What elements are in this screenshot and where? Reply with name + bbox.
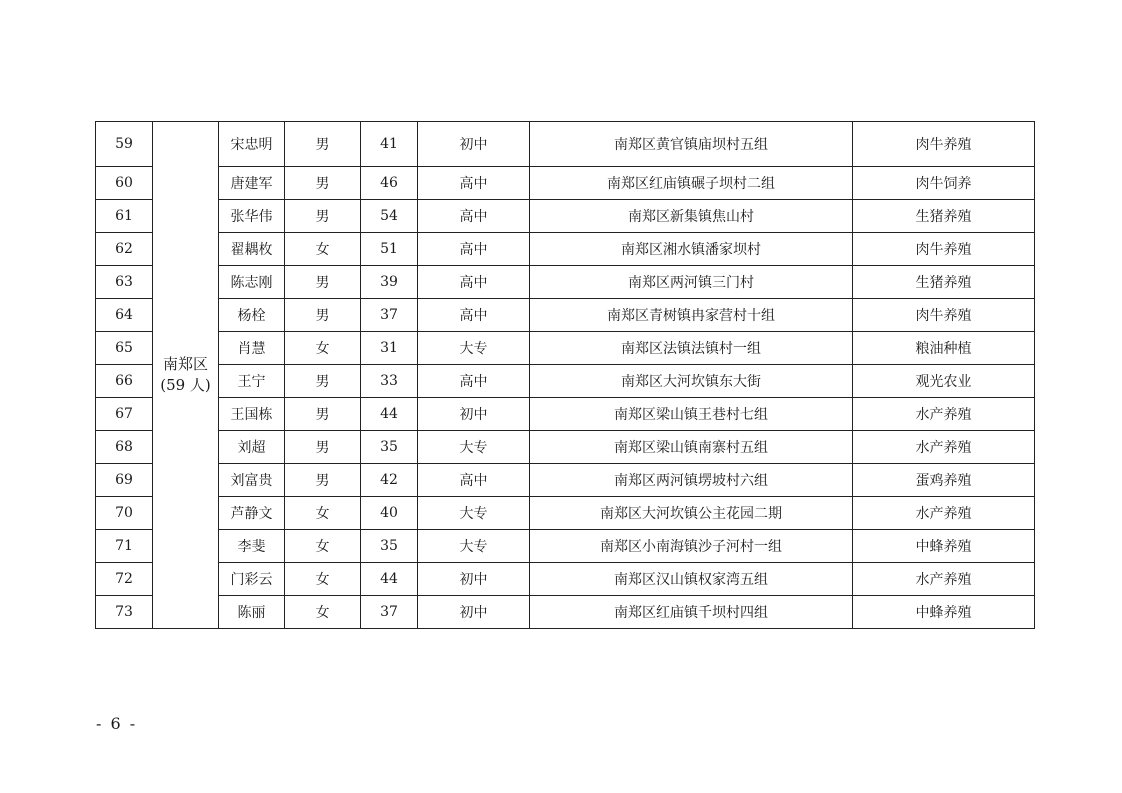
gender-cell: 男	[285, 431, 361, 464]
district-name: 南郑区	[162, 355, 208, 373]
table-row	[96, 464, 1035, 497]
age-cell: 39	[361, 266, 418, 299]
address-cell: 南郑区红庙镇碾子坝村二组	[530, 167, 853, 200]
table-row	[96, 122, 1035, 167]
row-number-cell: 72	[96, 563, 153, 596]
row-number-cell: 61	[96, 200, 153, 233]
gender-cell: 女	[285, 233, 361, 266]
person-name-cell: 张华伟	[219, 200, 285, 233]
gender-cell: 女	[285, 332, 361, 365]
roster-table	[95, 121, 1035, 629]
education-cell: 高中	[418, 464, 530, 497]
age-cell: 31	[361, 332, 418, 365]
row-number-cell: 62	[96, 233, 153, 266]
education-cell: 初中	[418, 122, 530, 167]
table-row	[96, 365, 1035, 398]
gender-cell: 女	[285, 497, 361, 530]
industry-cell: 生猪养殖	[853, 200, 1035, 233]
district-cell	[153, 122, 219, 629]
industry-cell: 中蜂养殖	[853, 530, 1035, 563]
address-cell: 南郑区湘水镇潘家坝村	[530, 233, 853, 266]
person-name-cell: 陈志刚	[219, 266, 285, 299]
education-cell: 初中	[418, 398, 530, 431]
person-name-cell: 门彩云	[219, 563, 285, 596]
age-cell: 35	[361, 431, 418, 464]
roster-body	[96, 122, 1035, 629]
address-cell: 南郑区两河镇三门村	[530, 266, 853, 299]
table-row	[96, 200, 1035, 233]
age-cell: 40	[361, 497, 418, 530]
gender-cell: 男	[285, 122, 361, 167]
address-cell: 南郑区青树镇冉家营村十组	[530, 299, 853, 332]
age-cell: 33	[361, 365, 418, 398]
education-cell: 高中	[418, 299, 530, 332]
row-number-cell: 66	[96, 365, 153, 398]
row-number-cell: 65	[96, 332, 153, 365]
table-row	[96, 266, 1035, 299]
address-cell: 南郑区大河坎镇公主花园二期	[530, 497, 853, 530]
address-cell: 南郑区两河镇塄坡村六组	[530, 464, 853, 497]
person-name-cell: 宋忠明	[219, 122, 285, 167]
education-cell: 大专	[418, 332, 530, 365]
industry-cell: 水产养殖	[853, 431, 1035, 464]
person-name-cell: 刘富贵	[219, 464, 285, 497]
age-cell: 35	[361, 530, 418, 563]
row-number-cell: 59	[96, 122, 153, 167]
gender-cell: 男	[285, 365, 361, 398]
person-name-cell: 杨栓	[219, 299, 285, 332]
age-cell: 44	[361, 398, 418, 431]
education-cell: 高中	[418, 365, 530, 398]
industry-cell: 水产养殖	[853, 497, 1035, 530]
row-number-cell: 63	[96, 266, 153, 299]
age-cell: 37	[361, 299, 418, 332]
gender-cell: 男	[285, 200, 361, 233]
education-cell: 初中	[418, 563, 530, 596]
address-cell: 南郑区法镇法镇村一组	[530, 332, 853, 365]
industry-cell: 肉牛养殖	[853, 233, 1035, 266]
education-cell: 大专	[418, 497, 530, 530]
page-number: - 6 -	[96, 714, 138, 733]
gender-cell: 女	[285, 563, 361, 596]
address-cell: 南郑区黄官镇庙坝村五组	[530, 122, 853, 167]
gender-cell: 女	[285, 530, 361, 563]
person-name-cell: 芦静文	[219, 497, 285, 530]
row-number-cell: 67	[96, 398, 153, 431]
row-number-cell: 64	[96, 299, 153, 332]
table-row	[96, 497, 1035, 530]
person-name-cell: 翟耦枚	[219, 233, 285, 266]
person-name-cell: 肖慧	[219, 332, 285, 365]
age-cell: 51	[361, 233, 418, 266]
industry-cell: 肉牛养殖	[853, 299, 1035, 332]
age-cell: 41	[361, 122, 418, 167]
education-cell: 高中	[418, 266, 530, 299]
industry-cell: 中蜂养殖	[853, 596, 1035, 629]
age-cell: 42	[361, 464, 418, 497]
table-row	[96, 431, 1035, 464]
industry-cell: 生猪养殖	[853, 266, 1035, 299]
education-cell: 大专	[418, 530, 530, 563]
person-name-cell: 陈丽	[219, 596, 285, 629]
row-number-cell: 69	[96, 464, 153, 497]
table-row	[96, 332, 1035, 365]
education-cell: 大专	[418, 431, 530, 464]
person-name-cell: 王国栋	[219, 398, 285, 431]
age-cell: 44	[361, 563, 418, 596]
row-number-cell: 73	[96, 596, 153, 629]
education-cell: 高中	[418, 200, 530, 233]
table-row	[96, 233, 1035, 266]
gender-cell: 女	[285, 596, 361, 629]
table-row	[96, 563, 1035, 596]
row-number-cell: 60	[96, 167, 153, 200]
age-cell: 46	[361, 167, 418, 200]
education-cell: 初中	[418, 596, 530, 629]
row-number-cell: 71	[96, 530, 153, 563]
address-cell: 南郑区梁山镇南寨村五组	[530, 431, 853, 464]
address-cell: 南郑区汉山镇权家湾五组	[530, 563, 853, 596]
address-cell: 南郑区大河坎镇东大街	[530, 365, 853, 398]
address-cell: 南郑区新集镇焦山村	[530, 200, 853, 233]
table-row	[96, 596, 1035, 629]
education-cell: 高中	[418, 167, 530, 200]
industry-cell: 水产养殖	[853, 398, 1035, 431]
row-number-cell: 70	[96, 497, 153, 530]
person-name-cell: 刘超	[219, 431, 285, 464]
person-name-cell: 王宁	[219, 365, 285, 398]
gender-cell: 男	[285, 464, 361, 497]
age-cell: 54	[361, 200, 418, 233]
education-cell: 高中	[418, 233, 530, 266]
industry-cell: 蛋鸡养殖	[853, 464, 1035, 497]
industry-cell: 水产养殖	[853, 563, 1035, 596]
industry-cell: 肉牛饲养	[853, 167, 1035, 200]
industry-cell: 肉牛养殖	[853, 122, 1035, 167]
industry-cell: 观光农业	[853, 365, 1035, 398]
table-row	[96, 167, 1035, 200]
address-cell: 南郑区红庙镇千坝村四组	[530, 596, 853, 629]
table-row	[96, 530, 1035, 563]
gender-cell: 男	[285, 266, 361, 299]
table-row	[96, 299, 1035, 332]
gender-cell: 男	[285, 299, 361, 332]
address-cell: 南郑区梁山镇王巷村七组	[530, 398, 853, 431]
gender-cell: 男	[285, 398, 361, 431]
gender-cell: 男	[285, 167, 361, 200]
industry-cell: 粮油种植	[853, 332, 1035, 365]
address-cell: 南郑区小南海镇沙子河村一组	[530, 530, 853, 563]
district-count: (59 人)	[160, 376, 211, 394]
person-name-cell: 李斐	[219, 530, 285, 563]
row-number-cell: 68	[96, 431, 153, 464]
table-row	[96, 398, 1035, 431]
person-name-cell: 唐建军	[219, 167, 285, 200]
age-cell: 37	[361, 596, 418, 629]
